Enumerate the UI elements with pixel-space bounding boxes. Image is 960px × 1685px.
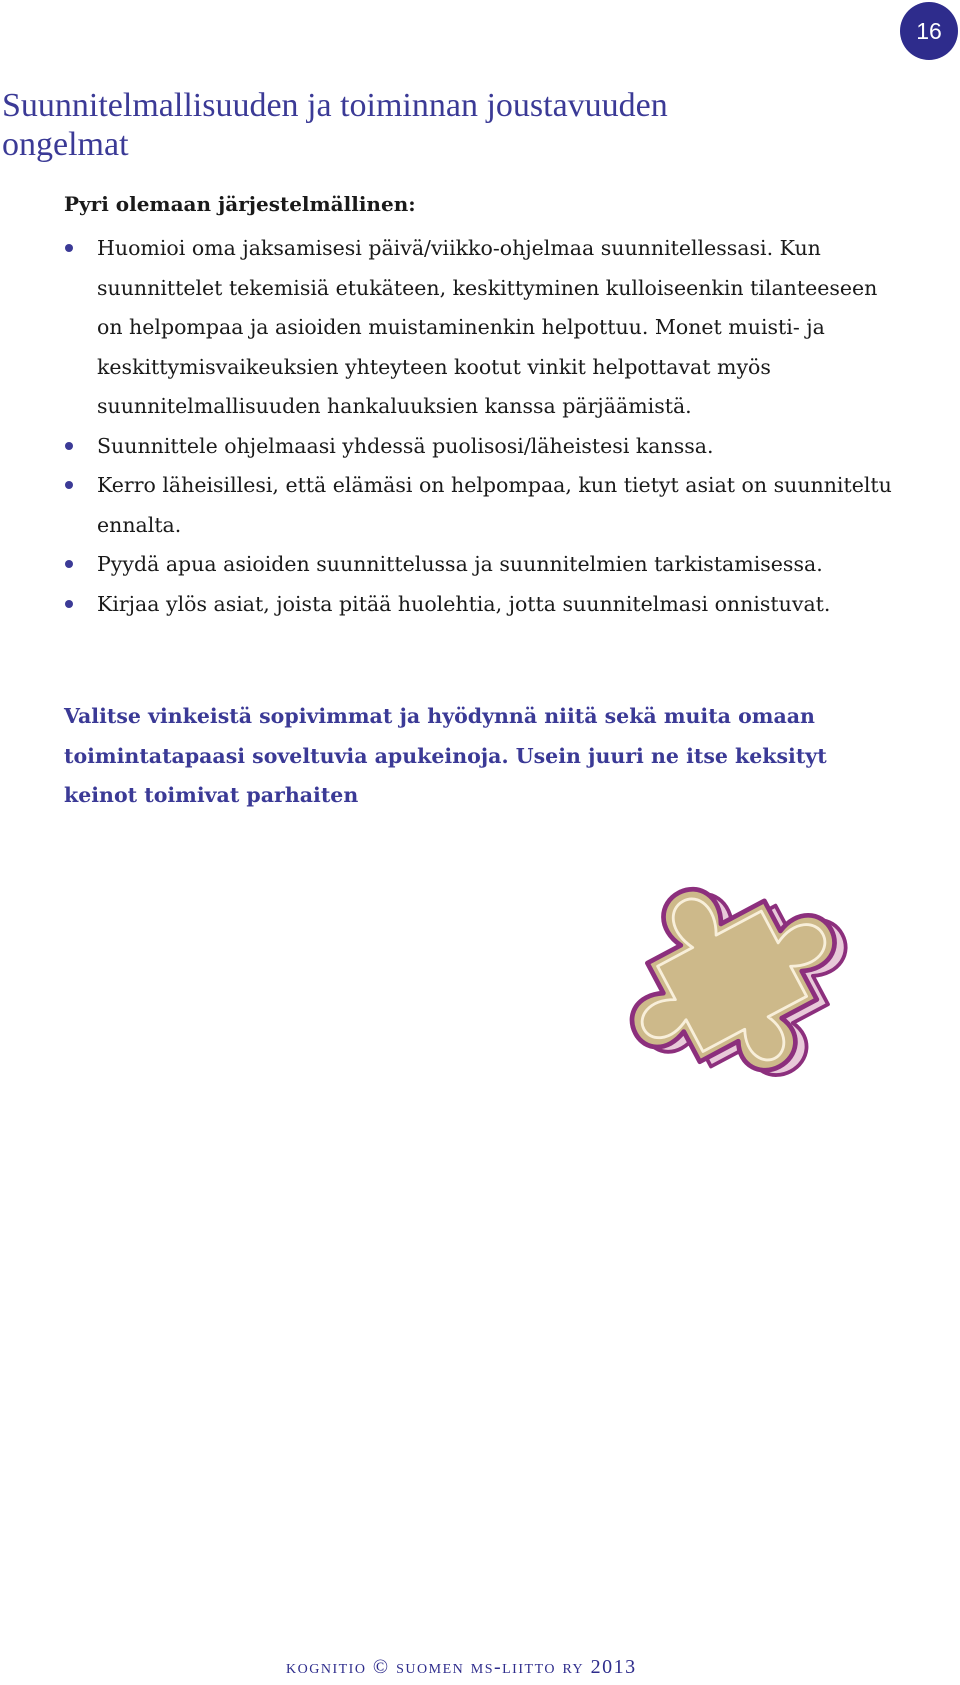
list-item <box>64 585 894 625</box>
list-item <box>64 229 894 427</box>
list-item <box>64 427 894 467</box>
list-item-text: Pyydä apua asioiden suunnittelussa ja suunnitelmien tarkistamisessa. <box>97 552 823 576</box>
list-item-text: Huomioi oma jaksamisesi päivä/viikko-ohjelmaa suunnitellessasi. Kun suunnittelet tekemisiä etukäteen, keskittyminen kulloiseenkin tilanteeseen on helpompaa ja asioiden muistaminenkin helpottuu. Monet muisti- ja keskittymisvaikeuksien yhteyteen kootut vinkit helpottavat myös suunnitelmallisuuden hankaluuksien kanssa pärjäämistä. <box>97 236 878 418</box>
bullet-icon <box>65 600 73 608</box>
list-item-text: Suunnittele ohjelmaasi yhdessä puolisosi/läheistesi kanssa. <box>97 433 714 458</box>
puzzle-piece-illustration <box>582 842 866 1082</box>
list-item <box>64 545 894 585</box>
puzzle-piece-face <box>587 842 866 1082</box>
intro-heading: Pyri olemaan järjestelmällinen: <box>64 192 416 216</box>
list-item-text: Kerro läheisillesi, että elämäsi on helpompaa, kun tietyt asiat on suunniteltu ennalta. <box>97 473 892 537</box>
page-footer: kognitio © suomen ms-liitto ry 2013 <box>286 1656 637 1678</box>
tips-list <box>64 229 894 624</box>
summary-callout: Valitse vinkeistä sopivimmat ja hyödynnä niitä sekä muita omaan toimintatapaasi soveltuvia apukeinoja. Usein juuri ne itse keksityt keinot toimivat parhaiten <box>64 704 827 807</box>
bullet-icon <box>65 244 73 252</box>
list-item <box>64 466 894 545</box>
page-number-badge: 16 <box>900 2 958 60</box>
list-item-text: Kirjaa ylös asiat, joista pitää huolehtia, jotta suunnitelmasi onnistuvat. <box>97 591 831 616</box>
page-title: Suunnitelmallisuuden ja toiminnan joustavuuden ongelmat <box>2 87 668 163</box>
bullet-icon <box>65 481 73 489</box>
bullet-icon <box>65 560 73 568</box>
puzzle-piece-icon <box>582 842 866 1082</box>
bullet-icon <box>65 442 73 450</box>
